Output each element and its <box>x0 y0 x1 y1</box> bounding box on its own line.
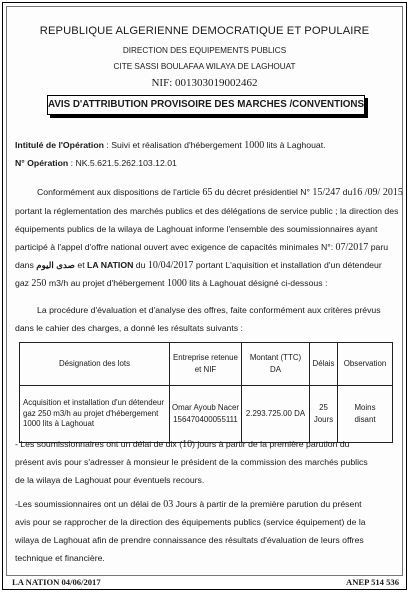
paragraph3-line1: - Les soumissionnaires ont un délai de dix (10) jours à partir de la première parution du <box>15 439 350 450</box>
operation-number-label: N° Opération <box>15 158 69 168</box>
header-observation: Observation <box>338 343 393 386</box>
cell-delais <box>310 386 338 443</box>
arabic-newspaper: صدى اليوم <box>36 260 75 270</box>
paragraph1-line2: portant la réglementation des marchés publics et des délégations de service public ; la direction des <box>15 206 399 216</box>
paragraph1-line5: dans صدى اليوم et LA NATION du 10/04/2017 portant L'aquisition et installation d'un détendeur <box>15 260 382 271</box>
paragraph1-line6: gaz 250 m3/h au projet d'hébergement 1000 lits à Laghouat désigné ci-dessous : <box>15 278 328 289</box>
paragraph4-line3: wilaya de Laghouat afin de prendre connaissance des résultats d'évaluation de leurs offres <box>15 535 364 545</box>
paragraph2-line1: La procédure d'évaluation et d'analyse des offres, faite conformément aux critères prévus <box>37 305 381 315</box>
cell-montant: 2.293.725.00 DA <box>242 386 310 443</box>
paragraph1-line3: équipements publics de la wilaya de Laghouat informe l'ensemble des soumissionnaires ayant <box>15 224 378 234</box>
operation-title-line: Intitulé de l'Opération : Suivi et réalisation d'hébergement 1000 lits à Laghouat. <box>15 140 326 151</box>
nif-number: NIF: 001303019002462 <box>151 77 258 89</box>
delais-number: 25 <box>319 402 328 412</box>
paragraph2-line2: dans le cahier des charges, a donné les résultats suivants : <box>15 323 243 333</box>
footer-publication: LA NATION 04/06/2017 <box>12 577 101 587</box>
paragraph1-line4: participé à l'appel d'offre national ouvert avec exigence de capacités minimales N°: 07/2017 paru <box>15 242 389 253</box>
entreprise-nif: 156470400055111 <box>173 415 238 424</box>
table-row <box>20 386 393 443</box>
results-table <box>19 342 393 443</box>
paragraph3-line3: de la wilaya de Laghouat pour éventuels recours. <box>15 475 205 485</box>
operation-title-label: Intitulé de l'Opération <box>15 140 104 150</box>
cell-lot: Acquisition et installation d'un détendeur gaz 250 m3/h au projet d'hébergement 1000 lits à Laghouat <box>20 386 170 443</box>
header-entreprise: Entreprise retenue et NIF <box>170 343 242 386</box>
paragraph1-line1: Conformément aux dispositions de l'article 65 du décret présidentiel N° 15/247 du16 /09/ 2015 <box>37 187 403 198</box>
paragraph3-line2: présent avis pour s'adresser à monsieur le président de la commission des marchés publics <box>15 457 368 467</box>
table-header-row <box>20 343 393 386</box>
header-montant: Montant (TTC) DA <box>242 343 310 386</box>
notice-title: AVIS D'ATTRIBUTION PROVISOIRE DES MARCHES /CONVENTIONS <box>47 95 365 115</box>
delais-unit: Jours <box>313 415 334 424</box>
entreprise-name: Omar Ayoub Nacer <box>172 402 239 412</box>
header-lots: Désignation des lots <box>20 343 170 386</box>
republic-heading: REPUBLIQUE ALGERIENNE DEMOCRATIQUE ET POPULAIRE <box>39 25 370 37</box>
header-delais: Délais <box>310 343 338 386</box>
paragraph4-line1: -Les soumissionnaires ont un délai de 03 Jours à partir de la première parution du présent <box>15 499 362 510</box>
address-heading: CITE SASSI BOULAFAA WILAYA DE LAGHOUAT <box>113 62 296 71</box>
paragraph4-line2: avis pour se rapprocher de la direction des équipements publics (service équipement) de la <box>15 517 366 527</box>
footer-anep-reference: ANEP 514 536 <box>346 577 399 587</box>
notice-panel <box>6 6 403 576</box>
cell-entreprise <box>170 386 242 443</box>
direction-heading: DIRECTION DES EQUIPEMENTS PUBLICS <box>122 46 287 55</box>
paragraph4-line4: technique et financière. <box>15 553 105 563</box>
operation-number-line: N° Opération : NK.5.621.5.262.103.12.01 <box>15 158 177 168</box>
cell-observation: Moins disant <box>338 386 393 443</box>
